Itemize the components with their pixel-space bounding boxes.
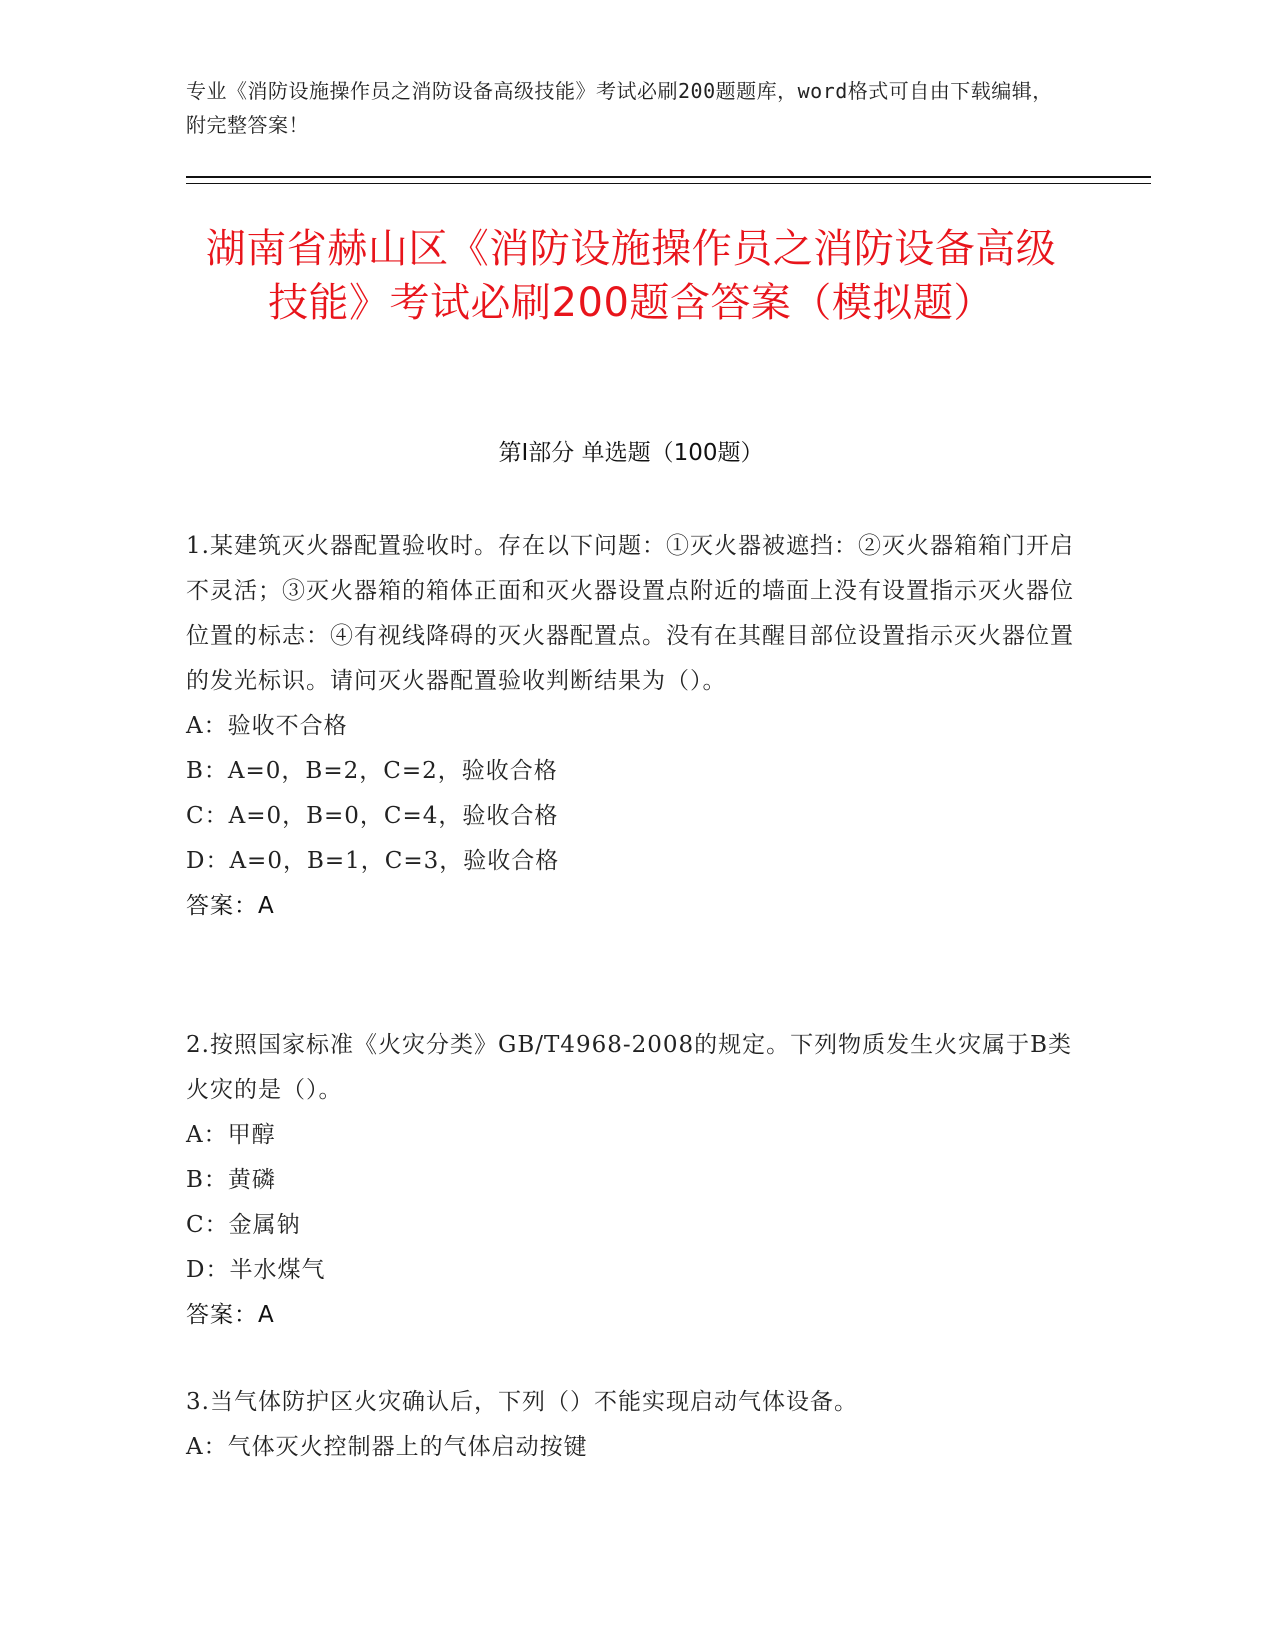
question-option-d: D：A=0，B=1，C=3，验收合格 <box>186 848 560 874</box>
question-option-a: A：甲醇 <box>186 1122 276 1148</box>
question-item <box>186 1023 1081 1338</box>
question-item <box>186 524 1081 929</box>
section-heading: 第Ⅰ部分 单选题（100题） <box>498 440 764 466</box>
header-note: 专业《消防设施操作员之消防设备高级技能》考试必刷200题题库，word格式可自由下载编辑，附完整答案！ <box>186 79 1053 137</box>
question-option-a: A：验收不合格 <box>186 713 348 739</box>
question-option-c: C：金属钠 <box>186 1212 301 1238</box>
question-stem: 1.某建筑灭火器配置验收时。存在以下问题：①灭火器被遮挡：②灭火器箱箱门开启不灵活；③灭火器箱的箱体正面和灭火器设置点附近的墙面上没有设置指示灭火器位位置的标志：④有视线降碍的灭火器配置点。没有在其醒目部位设置指示灭火器位置的发光标识。请问灭火器配置验收判断结果为（）。 <box>186 533 1074 694</box>
header-divider-thin <box>186 183 1151 184</box>
question-option-a: A：气体灭火控制器上的气体启动按键 <box>186 1434 588 1460</box>
question-item <box>186 1380 1081 1470</box>
question-answer: 答案：A <box>186 893 275 919</box>
question-stem: 3.当气体防护区火灾确认后，下列（）不能实现启动气体设备。 <box>186 1389 858 1415</box>
question-stem: 2.按照国家标准《火灾分类》GB/T4968-2008的规定。下列物质发生火灾属于B类火灾的是（）。 <box>186 1032 1073 1103</box>
header-divider <box>186 176 1151 178</box>
question-option-b: B：黄磷 <box>186 1167 276 1193</box>
question-answer: 答案：A <box>186 1302 275 1328</box>
question-option-d: D：半水煤气 <box>186 1257 326 1283</box>
question-option-b: B：A=0，B=2，C=2，验收合格 <box>186 758 558 784</box>
document-title: 湖南省赫山区《消防设施操作员之消防设备高级技能》考试必刷200题含答案（模拟题） <box>205 226 1057 326</box>
question-option-c: C：A=0，B=0，C=4，验收合格 <box>186 803 559 829</box>
